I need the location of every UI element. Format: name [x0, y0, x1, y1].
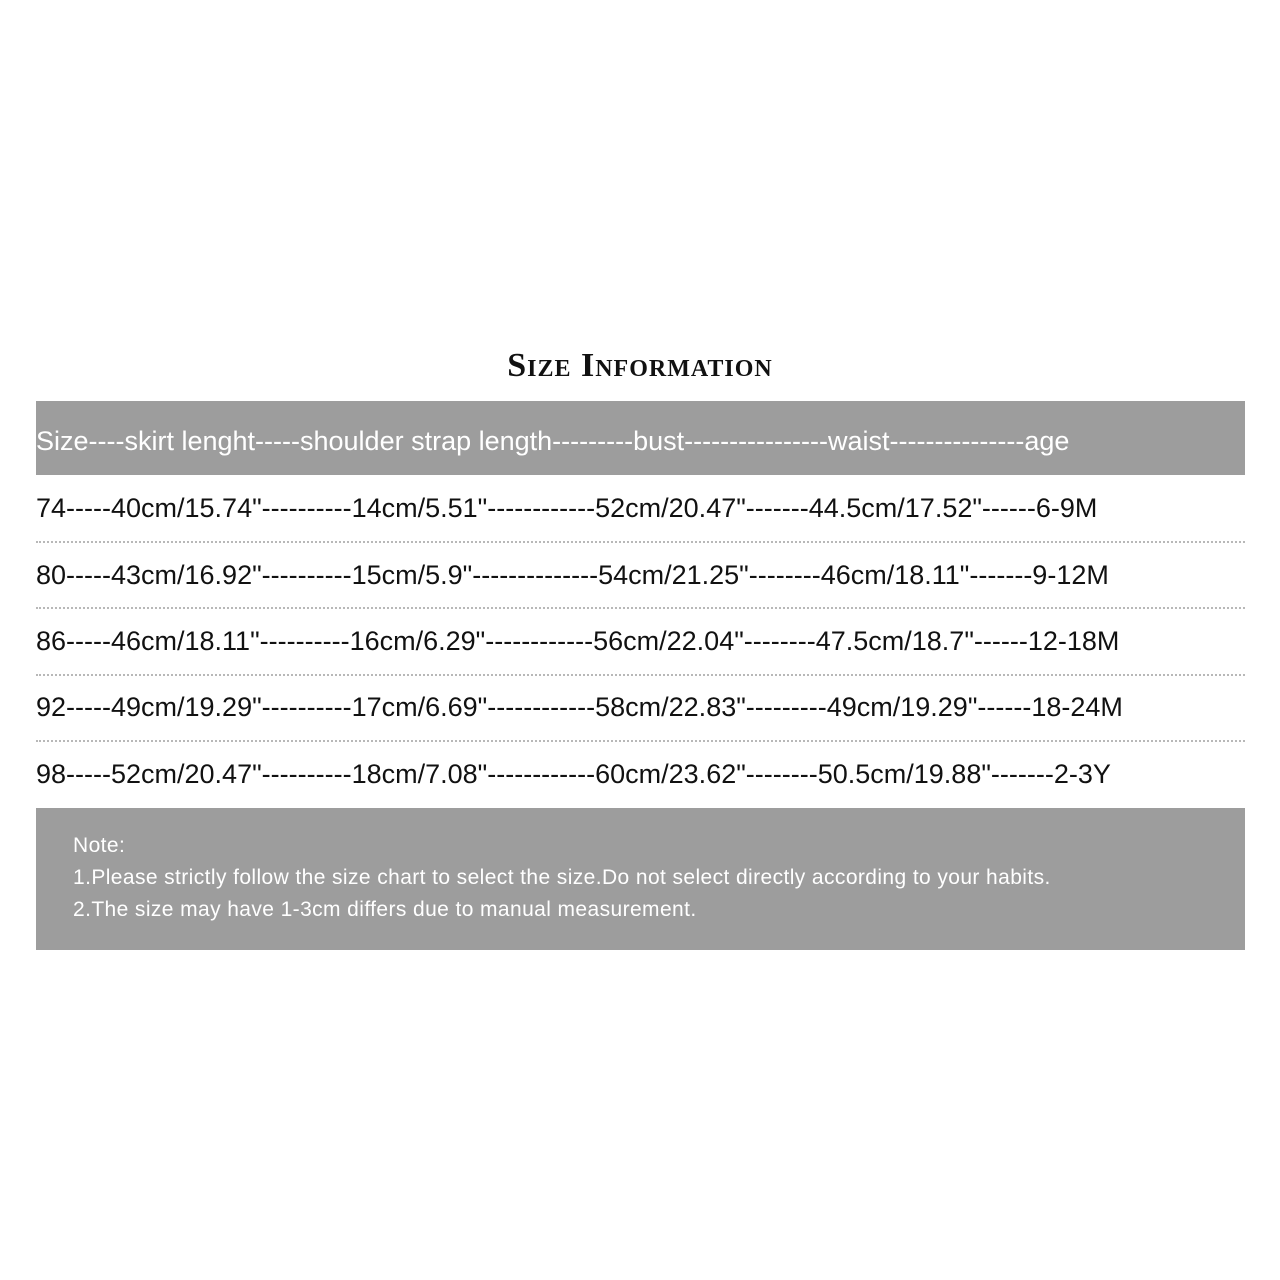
table-row: 98-----52cm/20.47"----------18cm/7.08"------------60cm/23.62"--------50.5cm/19.88"-------2-3Y [36, 759, 1111, 789]
row-divider [36, 541, 1245, 543]
row-divider [36, 674, 1245, 676]
page-title: Size Information [507, 347, 773, 384]
note-line-2: 2.The size may have 1-3cm differs due to manual measurement. [73, 898, 697, 921]
table-row: 80-----43cm/16.92"----------15cm/5.9"--------------54cm/21.25"--------46cm/18.11"-------9-12M [36, 560, 1109, 590]
table-header: Size----skirt lenght-----shoulder strap length---------bust----------------waist---------------age [36, 426, 1070, 456]
row-divider [36, 740, 1245, 742]
note-line-1: 1.Please strictly follow the size chart to select the size.Do not select directly according to your habits. [73, 866, 1051, 889]
table-row: 92-----49cm/19.29"----------17cm/6.69"------------58cm/22.83"---------49cm/19.29"------18-24M [36, 692, 1123, 722]
table-row: 86-----46cm/18.11"----------16cm/6.29"------------56cm/22.04"--------47.5cm/18.7"------12-18M [36, 626, 1120, 656]
row-divider [36, 607, 1245, 609]
table-row: 74-----40cm/15.74"----------14cm/5.51"------------52cm/20.47"-------44.5cm/17.52"------6-9M [36, 493, 1098, 523]
note-label: Note: [73, 834, 126, 857]
